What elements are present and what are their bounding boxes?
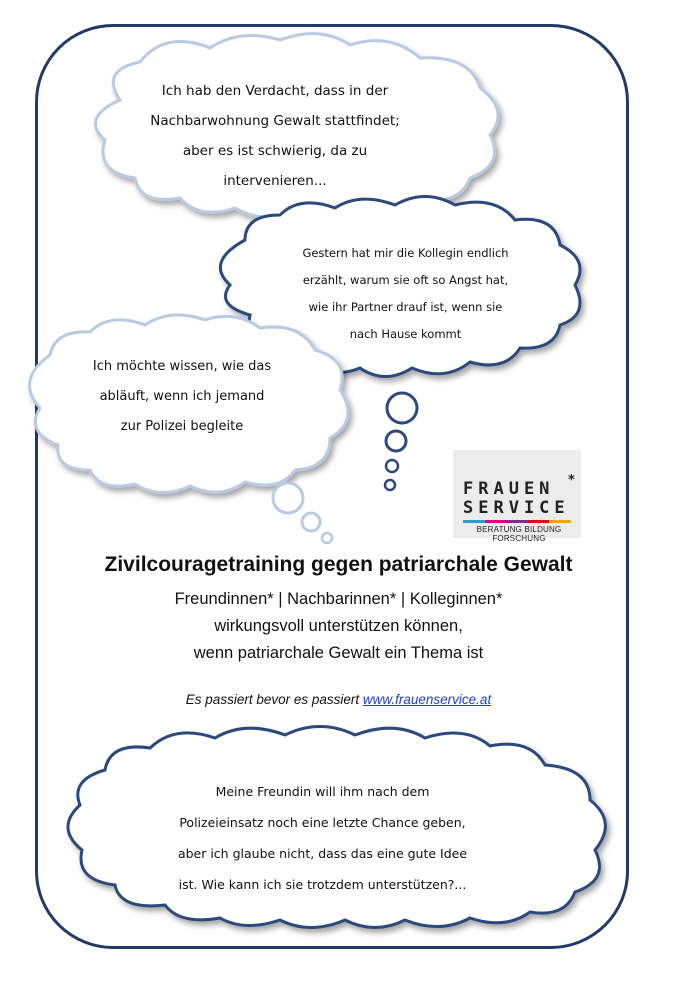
bubble-line: ist. Wie kann ich sie trotzdem unterstützen?...	[178, 877, 467, 892]
thought-dot-light-2	[302, 513, 320, 531]
thought-dot-light-3	[322, 533, 332, 543]
middle-bubble-text	[278, 240, 533, 348]
bubble-line: nach Hause kommt	[349, 327, 462, 341]
bubble-line: Polizeieinsatz noch eine letzte Chance geben,	[179, 815, 466, 830]
page-title: Zivilcouragetraining gegen patriarchale Gewalt	[104, 553, 573, 576]
logo-word-service: SERVICE	[463, 498, 570, 518]
tagline	[0, 692, 677, 707]
bubble-line: Meine Freundin will ihm nach dem	[215, 784, 430, 799]
tagline-text: Es passiert bevor es passiert	[185, 692, 360, 707]
bubble-line: zur Polizei begleite	[120, 419, 244, 434]
logo-color-bar	[463, 520, 571, 523]
top-bubble-text	[120, 76, 430, 196]
left-bubble-text	[62, 352, 302, 442]
bottom-bubble-text	[120, 776, 525, 900]
logo-star: *	[568, 473, 575, 488]
logo-bar-segment	[463, 520, 485, 523]
bubble-line: intervenieren...	[223, 173, 327, 189]
bubble-line: Ich möchte wissen, wie das	[92, 359, 272, 374]
bubble-line: aber es ist schwierig, da zu	[182, 143, 368, 159]
logo-bar-segment	[506, 520, 528, 523]
logo-subtitle: BERATUNG BILDUNG FORSCHUNG	[476, 525, 562, 543]
thought-dot-dark-4	[385, 480, 395, 490]
bubble-line: Ich hab den Verdacht, dass in der	[161, 83, 389, 99]
thought-dot-dark-3	[386, 460, 398, 472]
thought-dot-dark-1	[387, 393, 417, 423]
subtitle-line: wenn patriarchale Gewalt ein Thema ist	[193, 644, 484, 662]
bubble-line: Nachbarwohnung Gewalt stattfindet;	[150, 113, 400, 129]
bubble-line: Gestern hat mir die Kollegin endlich	[302, 246, 509, 260]
website-link[interactable]: www.frauenservice.at	[362, 692, 492, 707]
logo-word-frauen: FRAUEN	[463, 479, 555, 499]
subtitle-line: wirkungsvoll unterstützen können,	[214, 617, 463, 635]
logo-bar-segment	[549, 520, 571, 523]
bubble-line: wie ihr Partner drauf ist, wenn sie	[308, 300, 503, 314]
frauenservice-logo	[453, 450, 581, 543]
bubble-line: aber ich glaube nicht, dass das eine gute Idee	[177, 846, 468, 861]
logo-bar-segment	[485, 520, 507, 523]
thought-dot-light-1	[273, 483, 303, 513]
thought-dot-dark-2	[386, 431, 406, 451]
subtitle-line: Freundinnen* | Nachbarinnen* | Kolleginnen*	[174, 590, 503, 608]
bubble-line: erzählt, warum sie oft so Angst hat,	[302, 273, 509, 287]
bubble-line: abläuft, wenn ich jemand	[99, 389, 265, 404]
logo-bar-segment	[528, 520, 550, 523]
